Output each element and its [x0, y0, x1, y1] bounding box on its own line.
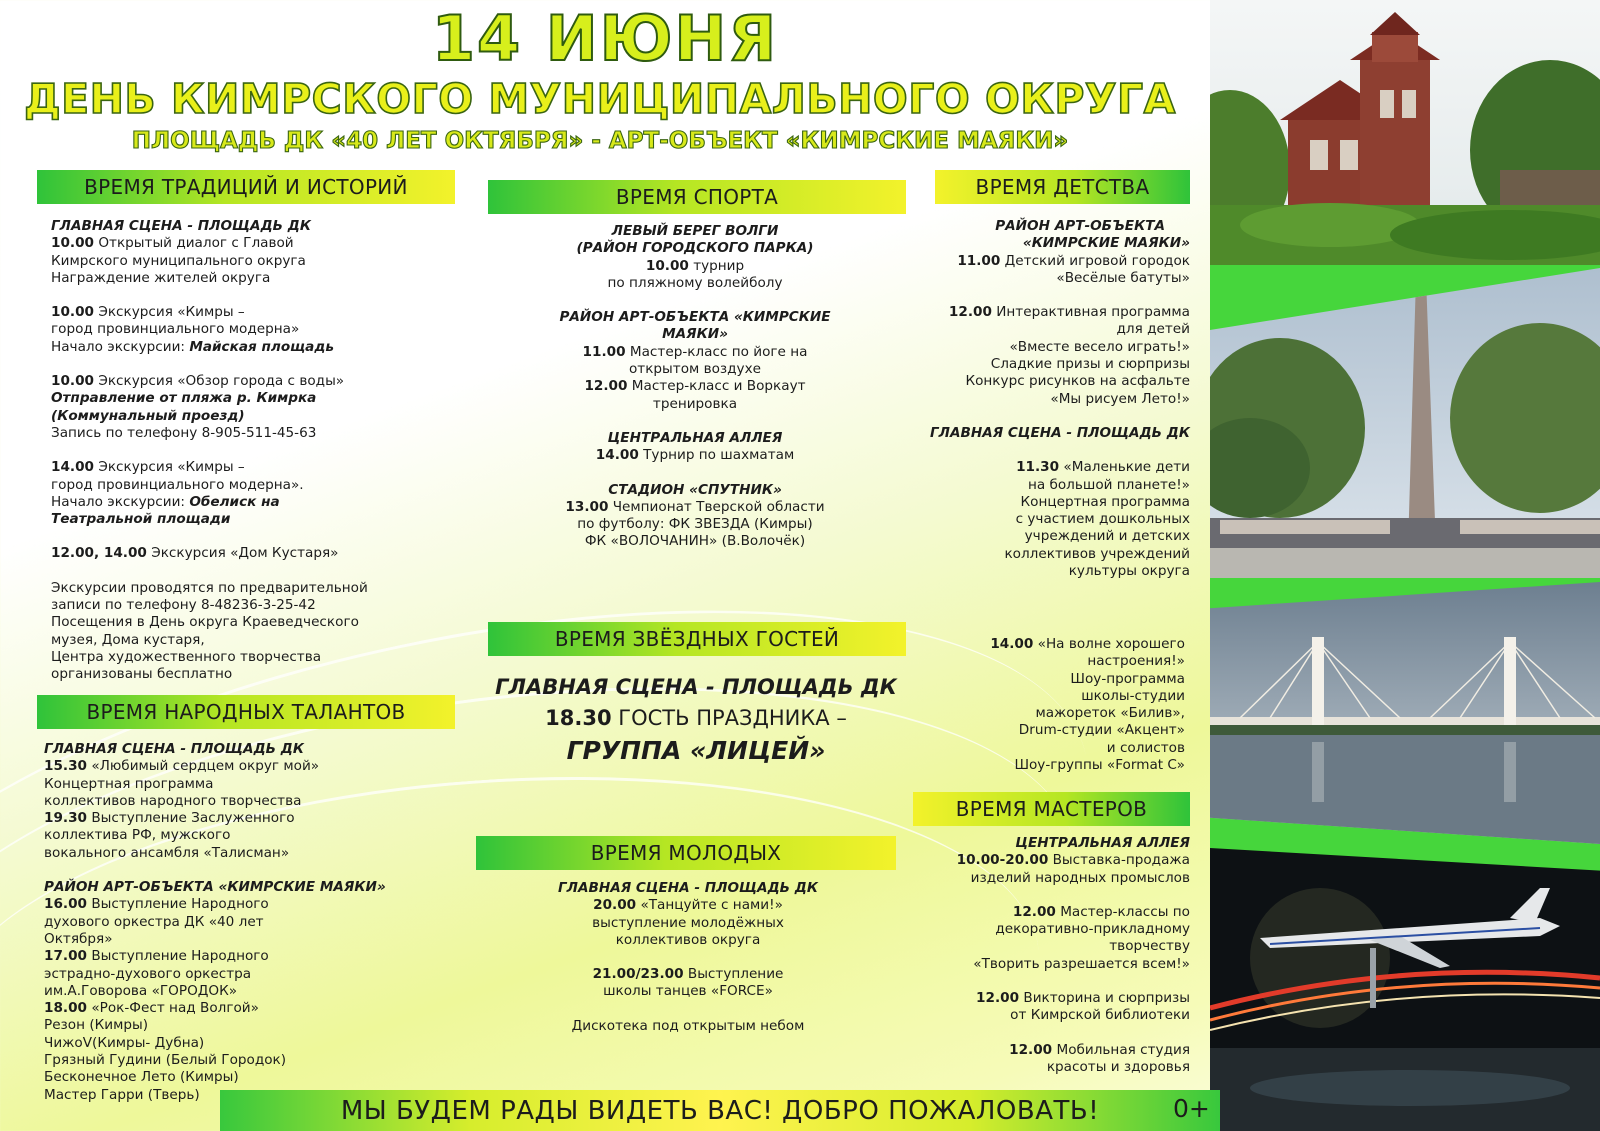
event-item: 12.00 Викторина и сюрпризы	[976, 990, 1190, 1007]
event-time: 10.00	[51, 373, 94, 390]
event-item: 18.00 «Рок-Фест над Волгой»	[44, 1000, 259, 1017]
photo-obelisk	[1210, 268, 1600, 578]
event-item: 20.00 «Танцуйте с нами!»	[593, 897, 783, 914]
photo-wooden-house	[1210, 0, 1600, 265]
event-item: 10.00 Открытый диалог с Главой	[51, 235, 294, 252]
photo-strip	[1210, 0, 1600, 1131]
event-item: 12.00 Мастер-классы по	[1012, 903, 1190, 920]
event-time: 14.00	[990, 636, 1034, 652]
event-item: 17.00 Выступление Народного	[44, 948, 269, 965]
event-time: 20.00	[593, 897, 637, 914]
event-item: 14.00 Экскурсия «Кимры –	[51, 459, 245, 476]
section-title-traditions: ВРЕМЯ ТРАДИЦИЙ И ИСТОРИЙ	[37, 170, 455, 204]
event-time: 17.00	[44, 948, 87, 965]
event-time: 10.00	[645, 257, 689, 274]
venue-label: ГЛАВНАЯ СЦЕНА - ПЛОЩАДЬ ДК	[558, 880, 818, 896]
event-time: 12.00	[976, 990, 1020, 1007]
event-time: 21.00/23.00	[592, 966, 684, 983]
event-date: 14 ИЮНЯ	[431, 2, 779, 75]
venue-label: ЦЕНТРАЛЬНАЯ АЛЛЕЯ	[607, 429, 783, 446]
section-title-sport: ВРЕМЯ СПОРТА	[488, 180, 906, 214]
event-time: 10.00	[51, 235, 94, 252]
photo-bridge	[1210, 582, 1600, 844]
event-item: 15.30 «Любимый сердцем округ мой»	[44, 758, 320, 775]
section-masters: ЦЕНТРАЛЬНАЯ АЛЛЕЯ 10.00-20.00 Выставка-продажа изделий народных промыслов 12.00 Мастер-классы по декоративно-прикладному творчеству «Творить разрешается всем!» 12.00 Викторина и сюрпризы от Кимрской библиотеки 12.00 Мобильная студия красоты и здоровья	[880, 835, 1190, 1076]
event-item: 13.00 Чемпионат Тверской области	[565, 498, 825, 515]
event-time: 12.00	[948, 304, 992, 321]
section-stars	[478, 672, 914, 767]
event-item: 21.00/23.00 Выступление	[592, 966, 784, 983]
event-item: 10.00-20.00 Выставка-продажа	[956, 852, 1190, 869]
section-childhood-evening: 14.00 «На волне хорошего настроения!» Шоу-программа школы-студии мажореток «Билив», Drum-студии «Акцент» и солистов Шоу-группы «Format C»	[880, 636, 1185, 774]
event-time: 12.00, 14.00	[51, 545, 147, 562]
event-item: 11.00 Детский игровой городок	[957, 252, 1190, 269]
event-item: 10.00 турнир	[645, 257, 745, 274]
event-time: 10.00	[51, 304, 94, 321]
event-item: 11.00 Мастер-класс по йоге на	[582, 343, 808, 360]
section-title-talents: ВРЕМЯ НАРОДНЫХ ТАЛАНТОВ	[37, 695, 455, 729]
section-childhood: РАЙОН АРТ-ОБЪЕКТА «КИМРСКИЕ МАЯКИ» 11.00 Детский игровой городок «Весёлые батуты» 12.00 Интерактивная программа для детей «Вместе весело играть!» Сладкие призы и сюрпризы Конкурс рисунков на асфальте «Мы рисуем Лето!» ГЛАВНАЯ СЦЕНА - ПЛОЩАДЬ ДК 11.30 «Маленькие дети на большой планете!» Концертная программа с участием дошкольных учреждений и детских коллективов учреждений культуры округа	[880, 218, 1190, 580]
section-title-stars: ВРЕМЯ ЗВЁЗДНЫХ ГОСТЕЙ	[488, 622, 906, 656]
venue-label: РАЙОН АРТ-ОБЪЕКТА «КИМРСКИЕ МАЯКИ»	[44, 879, 386, 896]
section-youth: ГЛАВНАЯ СЦЕНА - ПЛОЩАДЬ ДК 20.00 «Танцуйте с нами!» выступление молодёжных коллективов округа 21.00/23.00 Выступление школы танцев «FORCE» Дискотека под открытым небом	[483, 880, 893, 1035]
event-time: 12.00	[1012, 903, 1056, 920]
age-rating: 0+	[1173, 1094, 1210, 1123]
event-item: 18.30 ГОСТЬ ПРАЗДНИКА –	[545, 706, 847, 730]
event-time: 12.00	[1009, 1041, 1053, 1058]
photo-airplane-night	[1210, 848, 1600, 1131]
event-item: 10.00 Экскурсия «Обзор города с воды»	[51, 373, 345, 390]
event-time: 11.00	[582, 343, 626, 360]
venue-label: ГЛАВНАЯ СЦЕНА - ПЛОЩАДЬ ДК	[44, 741, 304, 757]
event-item: 10.00 Экскурсия «Кимры –	[51, 304, 245, 321]
event-item: Дискотека под открытым небом	[571, 1017, 805, 1034]
event-time: 16.00	[44, 896, 87, 913]
section-title-masters: ВРЕМЯ МАСТЕРОВ	[913, 792, 1190, 826]
section-traditions: ГЛАВНАЯ СЦЕНА - ПЛОЩАДЬ ДК 10.00 Открытый диалог с Главой Кимрского муниципального округа Награждение жителей округа 10.00 Экскурсия «Кимры – город провинциального модерна» Начало экскурсии: Майская площадь 10.00 Экскурсия «Обзор города с воды» Отправление от пляжа р. Кимрка (Коммунальный проезд) Запись по телефону 8-905-511-45-63 14.00 Экскурсия «Кимры – город провинциального модерна». Начало экскурсии: Обелиск на Театральной площади 12.00, 14.00 Экскурсия «Дом Кустаря» Экскурсии проводятся по предварительной записи по телефону 8-48236-3-25-42 Посещения в День округа Краеведческого музея, Дома кустаря, Центра художественного творчества организованы бесплатно	[51, 218, 451, 684]
venue-label: ГЛАВНАЯ СЦЕНА - ПЛОЩАДЬ ДК	[51, 218, 311, 234]
event-location: ПЛОЩАДЬ ДК «40 ЛЕТ ОКТЯБРЯ» - АРТ-ОБЪЕКТ «КИМРСКИЕ МАЯКИ»	[131, 128, 1069, 154]
event-item: 12.00 Мастер-класс и Воркаут	[584, 378, 806, 395]
event-time: 14.00	[51, 459, 94, 476]
poster-header	[0, 0, 1210, 158]
event-item: 19.30 Выступление Заслуженного	[44, 810, 295, 827]
event-time: 12.00	[584, 378, 628, 395]
event-time: 11.00	[957, 252, 1001, 269]
event-item: 12.00, 14.00 Экскурсия «Дом Кустаря»	[51, 545, 339, 562]
venue-label: ГЛАВНАЯ СЦЕНА - ПЛОЩАДЬ ДК	[930, 424, 1190, 441]
event-time: 18.30	[545, 706, 612, 730]
event-title: ДЕНЬ КИМРСКОГО МУНИЦИПАЛЬНОГО ОКРУГА	[24, 75, 1176, 123]
section-title-youth: ВРЕМЯ МОЛОДЫХ	[476, 836, 896, 870]
event-time: 14.00	[595, 447, 639, 464]
event-item: 11.30 «Маленькие дети	[1016, 459, 1190, 476]
section-sport: ЛЕВЫЙ БЕРЕГ ВОЛГИ (РАЙОН ГОРОДСКОГО ПАРКА) 10.00 турнир по пляжному волейболу РАЙОН АРТ-ОБЪЕКТА «КИМРСКИЕ МАЯКИ» 11.00 Мастер-класс по йоге на открытом воздухе 12.00 Мастер-класс и Воркаут тренировка ЦЕНТРАЛЬНАЯ АЛЛЕЯ 14.00 Турнир по шахматам СТАДИОН «СПУТНИК» 13.00 Чемпионат Тверской области по футболу: ФК ЗВЕЗДА (Кимры) ФК «ВОЛОЧАНИН» (В.Волочёк)	[490, 223, 900, 551]
section-talents: ГЛАВНАЯ СЦЕНА - ПЛОЩАДЬ ДК 15.30 «Любимый сердцем округ мой» Концертная программа коллективов народного творчества 19.30 Выступление Заслуженного коллектива РФ, мужского вокального ансамбля «Талисман» РАЙОН АРТ-ОБЪЕКТА «КИМРСКИЕ МАЯКИ» 16.00 Выступление Народного духового оркестра ДК «40 лет Октября» 17.00 Выступление Народного эстрадно-духового оркестра им.А.Говорова «ГОРОДОК» 18.00 «Рок-Фест над Волгой» Резон (Кимры) ЧижоV(Кимры- Дубна) Грязный Гудини (Белый Городок) Бесконечное Лето (Кимры) Мастер Гарри (Тверь)	[44, 741, 454, 1104]
event-time: 18.00	[44, 1000, 87, 1017]
event-item: 12.00 Интерактивная программа	[948, 304, 1190, 321]
venue-label: РАЙОН АРТ-ОБЪЕКТА	[995, 218, 1165, 234]
event-time: 13.00	[565, 498, 609, 515]
headliner: ГРУППА «ЛИЦЕЙ»	[566, 736, 826, 765]
event-item: 14.00 Турнир по шахматам	[595, 447, 795, 464]
event-time: 10.00-20.00	[956, 852, 1049, 869]
event-item: 16.00 Выступление Народного	[44, 896, 269, 913]
excursion-note: Экскурсии проводятся по предварительной записи по телефону 8-48236-3-25-42 Посещения в День округа Краеведческого музея, Дома кустаря, Центра художественного творчества организованы бесплатно	[51, 579, 368, 683]
event-time: 11.30	[1016, 459, 1060, 476]
welcome-footer: МЫ БУДЕМ РАДЫ ВИДЕТЬ ВАС! ДОБРО ПОЖАЛОВАТЬ!	[220, 1090, 1220, 1131]
event-item: 12.00 Мобильная студия	[1009, 1041, 1190, 1058]
event-time: 15.30	[44, 758, 87, 775]
venue-label: РАЙОН АРТ-ОБЪЕКТА «КИМРСКИЕ	[559, 309, 831, 326]
event-item: 14.00 «На волне хорошего	[990, 636, 1185, 652]
event-time: 19.30	[44, 810, 87, 827]
venue-label: СТАДИОН «СПУТНИК»	[608, 481, 782, 498]
venue-label: ГЛАВНАЯ СЦЕНА - ПЛОЩАДЬ ДК	[495, 675, 897, 699]
venue-label: ЛЕВЫЙ БЕРЕГ ВОЛГИ	[611, 223, 779, 239]
section-title-childhood: ВРЕМЯ ДЕТСТВА	[935, 170, 1190, 204]
venue-label: ЦЕНТРАЛЬНАЯ АЛЛЕЯ	[1015, 835, 1190, 851]
